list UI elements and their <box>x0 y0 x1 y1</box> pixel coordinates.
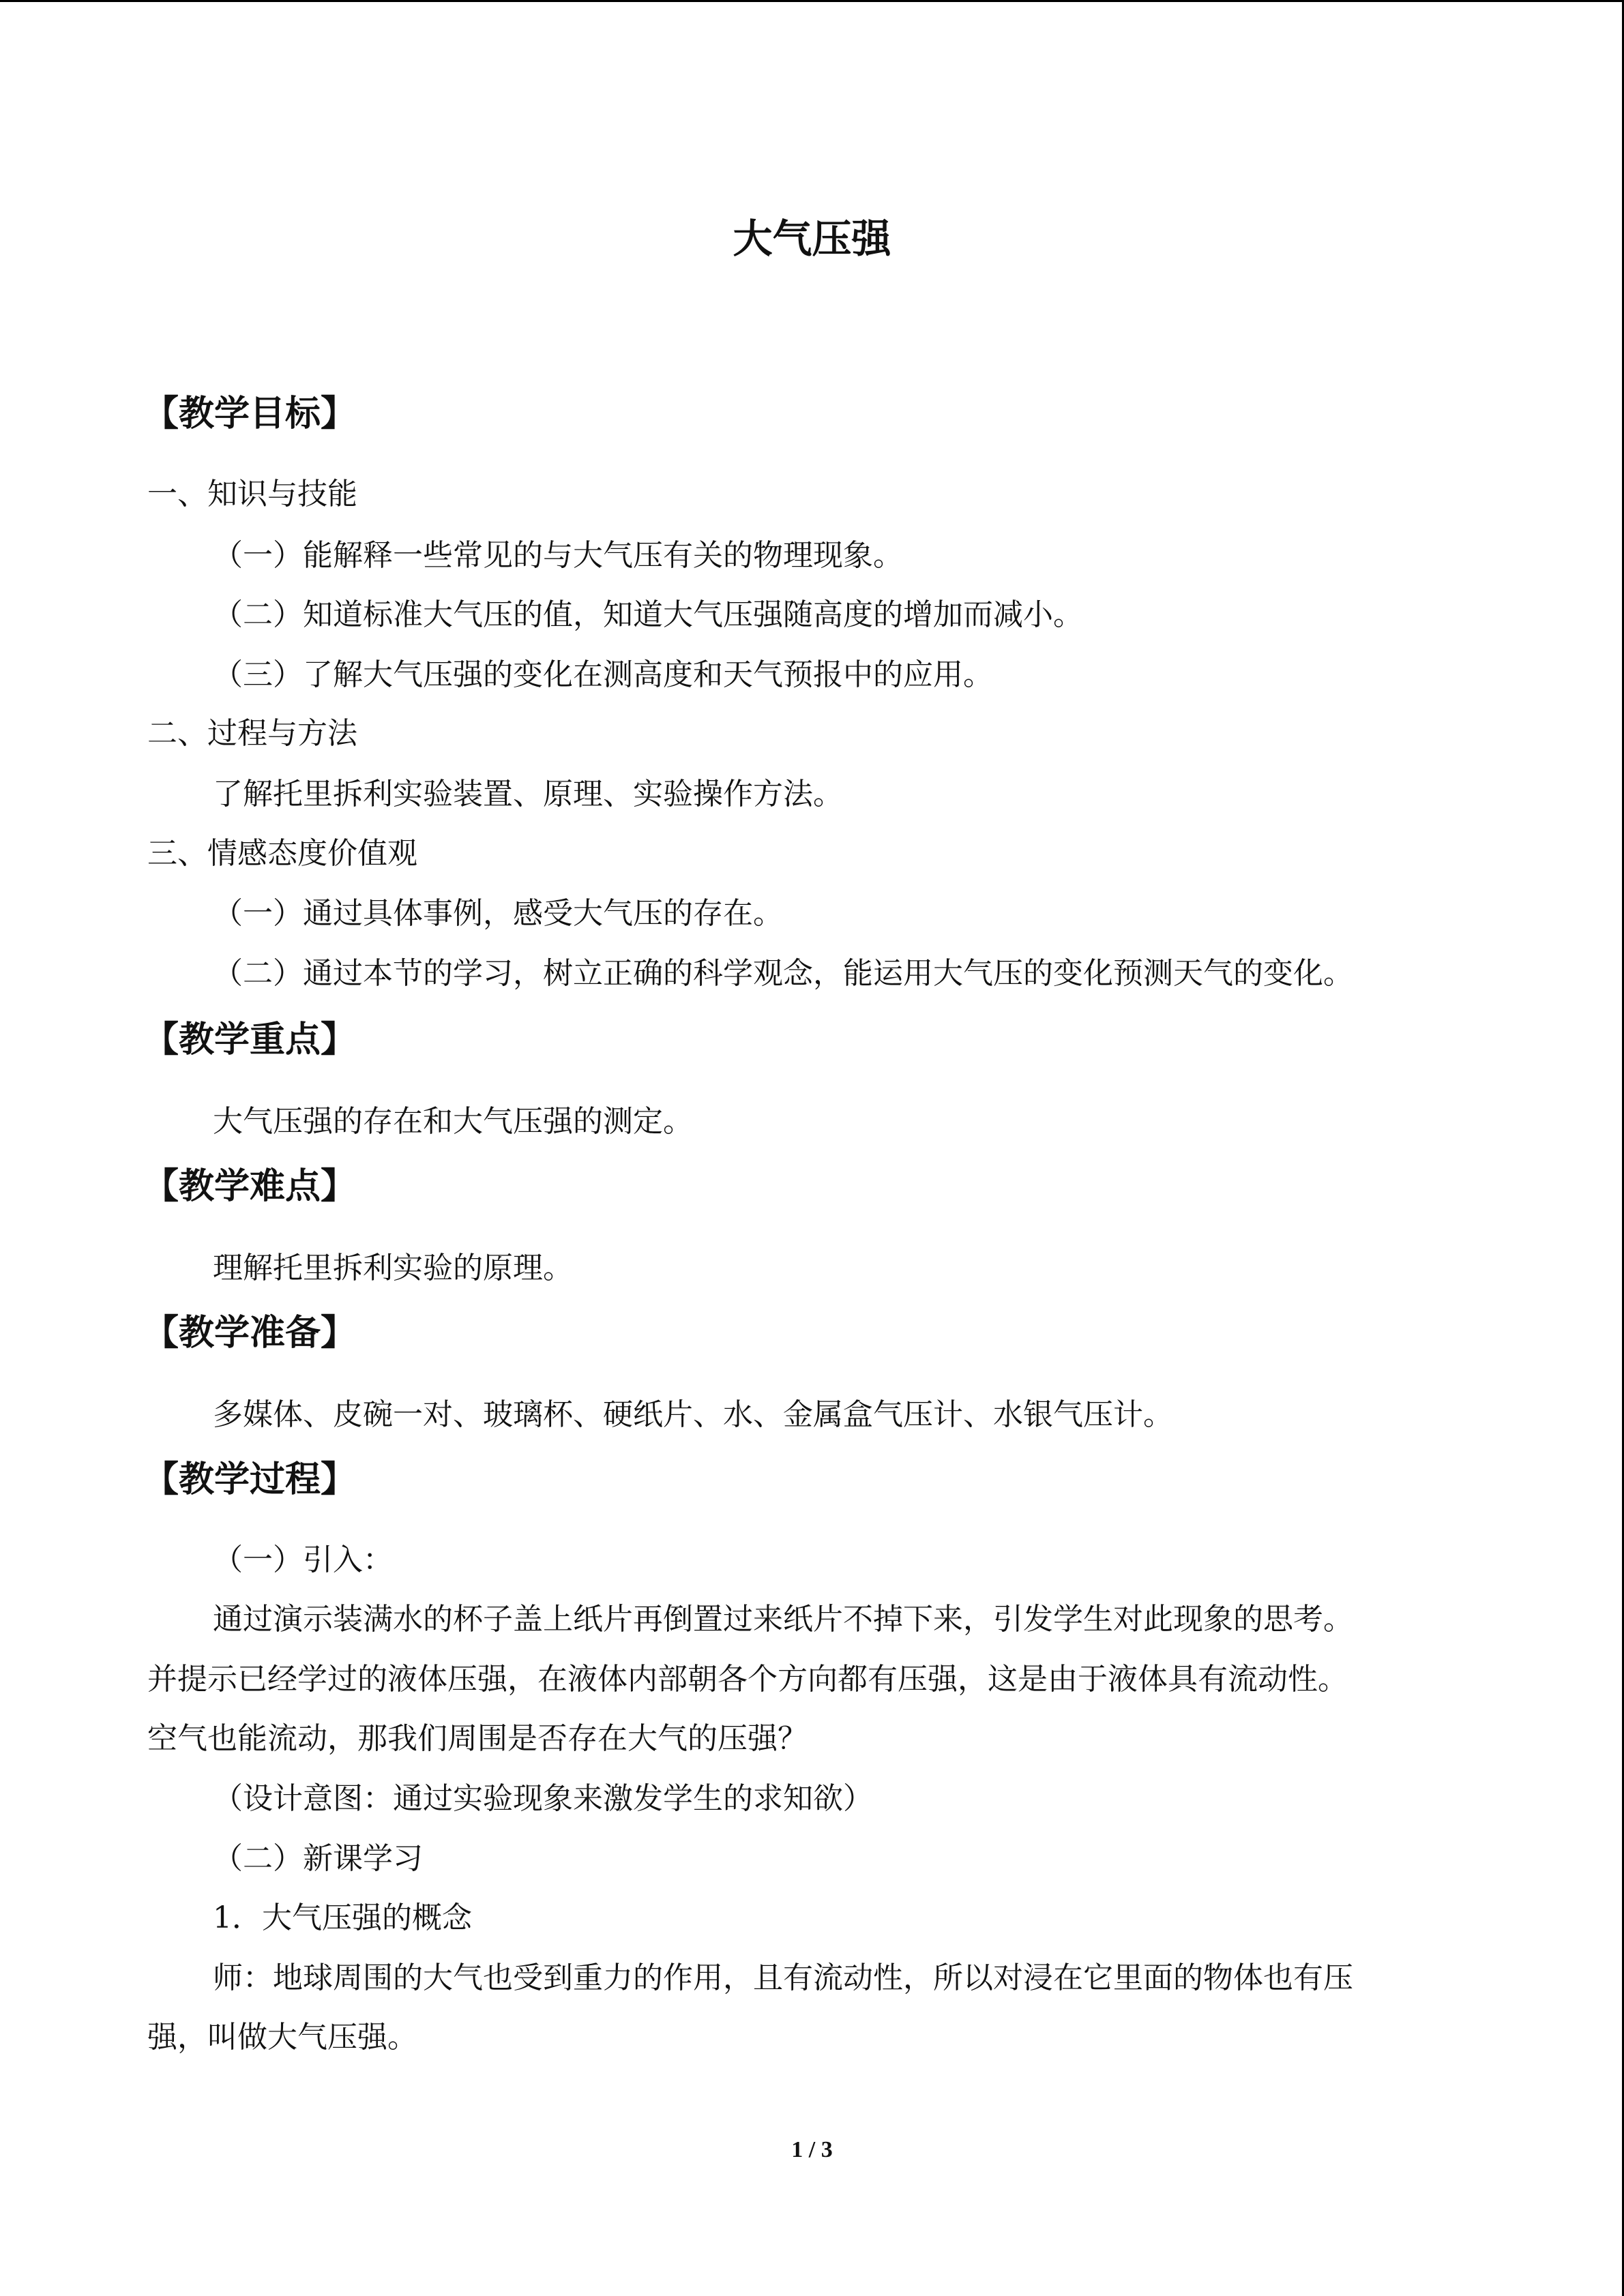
intro-line-3: 空气也能流动，那我们周围是否存在大气的压强？ <box>147 1721 808 1756</box>
intro-line-2: 并提示已经学过的液体压强，在液体内部朝各个方向都有压强，这是由于液体具有流动性。 <box>147 1662 1348 1697</box>
subheading-process: 二、过程与方法 <box>147 716 357 751</box>
emotion-item-2: （二）通过本节的学习，树立正确的科学观念，能运用大气压的变化预测天气的变化。 <box>213 956 1353 991</box>
heading-objectives: 【教学目标】 <box>143 393 357 434</box>
subheading-emotion: 三、情感态度价值观 <box>147 836 417 871</box>
subheading-knowledge: 一、知识与技能 <box>147 477 357 511</box>
knowledge-item-1: （一）能解释一些常见的与大气压有关的物理现象。 <box>213 538 903 573</box>
document-title: 大气压强 <box>733 215 891 262</box>
heading-key-points: 【教学重点】 <box>143 1019 357 1060</box>
new-lesson-title: （二）新课学习 <box>213 1841 423 1876</box>
emotion-item-1: （一）通过具体事例，感受大气压的存在。 <box>213 896 783 931</box>
page-number: 1 / 3 <box>791 2137 833 2162</box>
teacher-line-2: 强，叫做大气压强。 <box>147 2020 417 2055</box>
concept-title: 1．大气压强的概念 <box>213 1900 472 1935</box>
intro-line-1: 通过演示装满水的杯子盖上纸片再倒置过来纸片不掉下来，引发学生对此现象的思考。 <box>213 1602 1353 1637</box>
teacher-line-1: 师：地球周围的大气也受到重力的作用，且有流动性，所以对浸在它里面的物体也有压 <box>213 1960 1353 1995</box>
design-intent: （设计意图：通过实验现象来激发学生的求知欲） <box>213 1781 873 1816</box>
heading-process: 【教学过程】 <box>143 1459 357 1500</box>
difficulties-text: 理解托里拆利实验的原理。 <box>213 1251 573 1285</box>
preparation-text: 多媒体、皮碗一对、玻璃杯、硬纸片、水、金属盒气压计、水银气压计。 <box>213 1397 1173 1432</box>
heading-preparation: 【教学准备】 <box>143 1312 357 1354</box>
key-points-text: 大气压强的存在和大气压强的测定。 <box>213 1104 693 1139</box>
page-border-top <box>0 0 1624 2</box>
knowledge-item-2: （二）知道标准大气压的值，知道大气压强随高度的增加而减小。 <box>213 597 1083 632</box>
intro-title: （一）引入： <box>213 1542 393 1577</box>
process-text: 了解托里拆利实验装置、原理、实验操作方法。 <box>213 777 843 811</box>
heading-difficulties: 【教学难点】 <box>143 1165 357 1207</box>
knowledge-item-3: （三）了解大气压强的变化在测高度和天气预报中的应用。 <box>213 657 993 692</box>
